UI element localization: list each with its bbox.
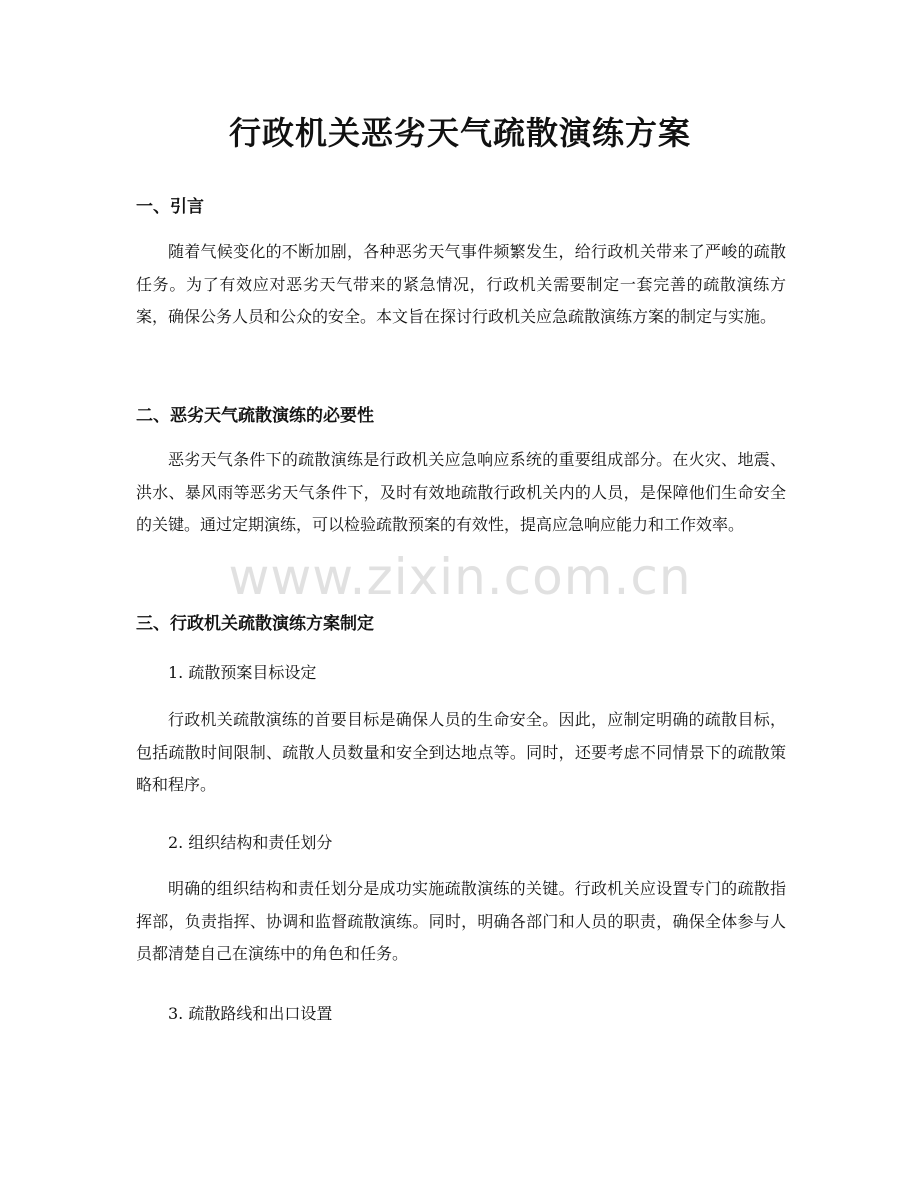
paragraph-necessity: 恶劣天气条件下的疏散演练是行政机关应急响应系统的重要组成部分。在火灾、地震、洪水、暴风雨等恶劣天气条件下，及时有效地疏散行政机关内的人员，是保障他们生命安全的关键。通过定期演练，可以检验疏散预案的有效性，提高应急响应能力和工作效率。 bbox=[136, 450, 786, 534]
watermark-text: www.zixin.com.cn bbox=[228, 548, 692, 606]
paragraph-organization: 明确的组织结构和责任划分是成功实施疏散演练的关键。行政机关应设置专门的疏散指挥部，负责指挥、协调和监督疏散演练。同时，明确各部门和人员的职责，确保全体参与人员都清楚自己在演练中的角色和任务。 bbox=[136, 879, 786, 963]
section-heading-plan: 三、行政机关疏散演练方案制定 bbox=[136, 614, 374, 634]
document-title: 行政机关恶劣天气疏散演练方案 bbox=[228, 114, 691, 152]
subitem-label-organization: 2. 组织结构和责任划分 bbox=[168, 833, 333, 852]
section-heading-intro: 一、引言 bbox=[136, 197, 204, 217]
section-heading-necessity: 二、恶劣天气疏散演练的必要性 bbox=[136, 406, 374, 426]
subitem-label-routes: 3. 疏散路线和出口设置 bbox=[168, 1004, 333, 1023]
paragraph-intro: 随着气候变化的不断加剧，各种恶劣天气事件频繁发生，给行政机关带来了严峻的疏散任务。为了有效应对恶劣天气带来的紧急情况，行政机关需要制定一套完善的疏散演练方案，确保公务人员和公众的安全。本文旨在探讨行政机关应急疏散演练方案的制定与实施。 bbox=[136, 242, 786, 326]
subitem-label-goals: 1. 疏散预案目标设定 bbox=[168, 663, 317, 682]
paragraph-goals: 行政机关疏散演练的首要目标是确保人员的生命安全。因此，应制定明确的疏散目标，包括疏散时间限制、疏散人员数量和安全到达地点等。同时，还要考虑不同情景下的疏散策略和程序。 bbox=[136, 710, 786, 794]
